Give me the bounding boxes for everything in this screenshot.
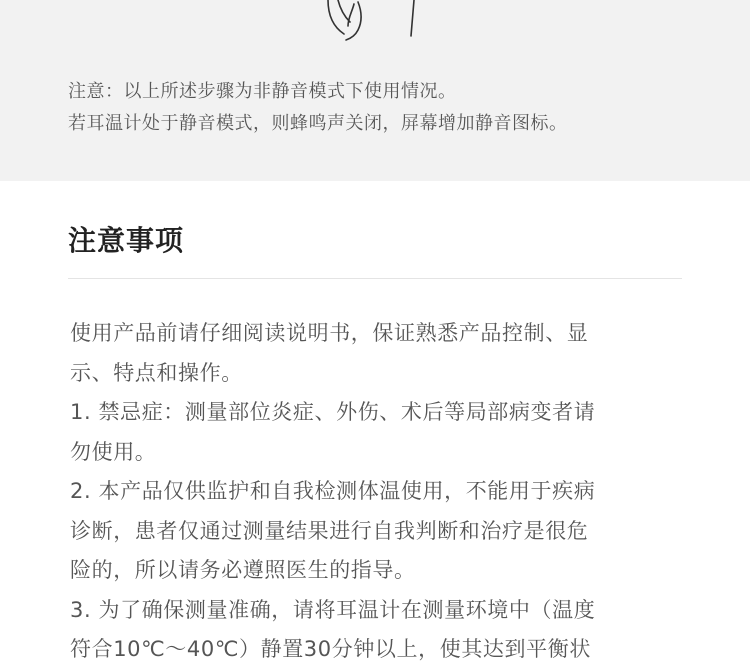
note-line-1: 注意：以上所述步骤为非静音模式下使用情况。 bbox=[68, 81, 457, 102]
body-line: 勿使用。 bbox=[70, 439, 157, 464]
body-line: 2. 本产品仅供监护和自我检测体温使用，不能用于疾病 bbox=[70, 479, 596, 503]
body-line: 使用产品前请仔细阅读说明书，保证熟悉产品控制、显 bbox=[70, 321, 589, 345]
note-panel bbox=[0, 0, 750, 181]
precautions-body bbox=[70, 314, 684, 670]
precautions-section bbox=[0, 181, 750, 670]
hand-holding-thermometer-illustration bbox=[318, 0, 428, 44]
body-line: 险的，所以请务必遵照医生的指导。 bbox=[70, 558, 416, 582]
divider bbox=[68, 278, 682, 279]
silent-mode-note bbox=[68, 76, 708, 140]
section-title: 注意事项 bbox=[68, 224, 185, 257]
body-line: 示、特点和操作。 bbox=[70, 360, 243, 385]
body-line: 符合10℃～40℃）静置30分钟以上，使其达到平衡状 bbox=[70, 637, 591, 661]
body-line: 1. 禁忌症：测量部位炎症、外伤、术后等局部病变者请 bbox=[70, 400, 596, 424]
note-line-2: 若耳温计处于静音模式，则蜂鸣声关闭，屏幕增加静音图标。 bbox=[68, 113, 568, 134]
body-line: 3. 为了确保测量准确，请将耳温计在测量环境中（温度 bbox=[70, 597, 596, 622]
body-line: 诊断，患者仅通过测量结果进行自我判断和治疗是很危 bbox=[70, 518, 589, 543]
